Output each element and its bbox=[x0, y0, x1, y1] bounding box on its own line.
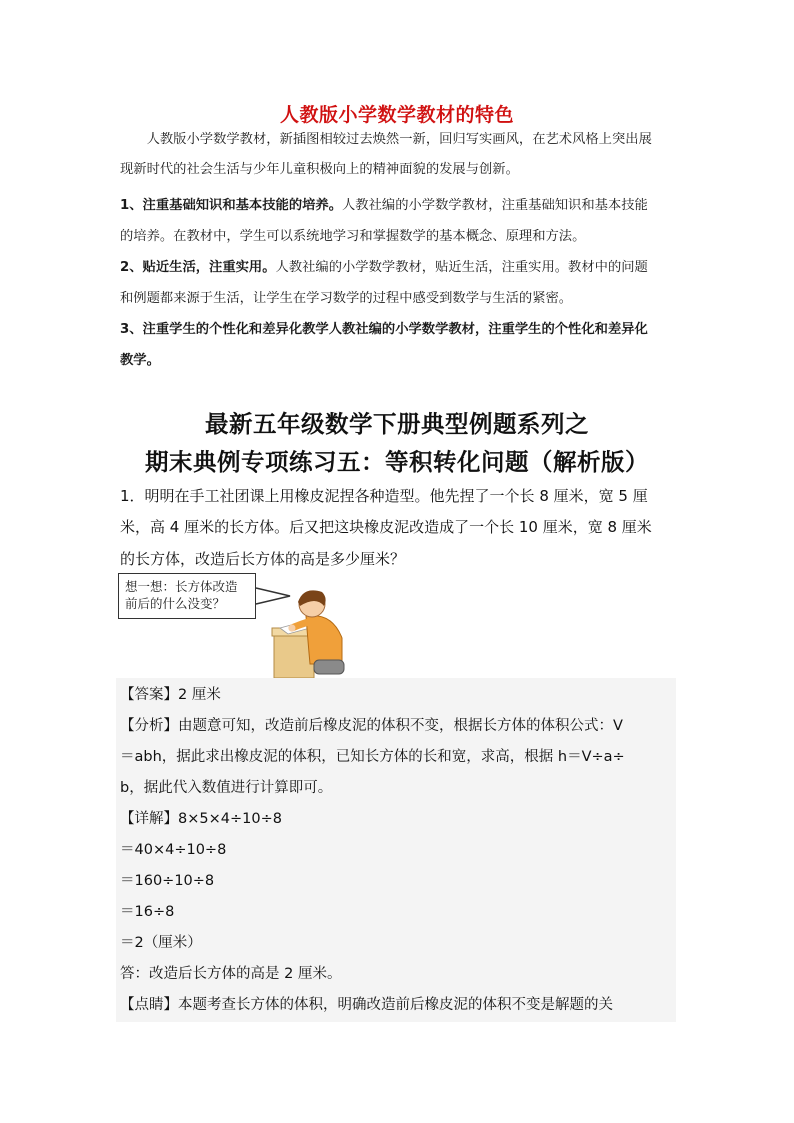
key-point-line: 【点睛】本题考查长方体的体积，明确改造前后橡皮泥的体积不变是解题的关 bbox=[120, 997, 613, 1013]
answer-line: 【答案】2 厘米 bbox=[120, 687, 221, 703]
hint-line-2: 前后的什么没变？ bbox=[125, 596, 226, 611]
analysis-line-3: b，据此代入数值进行计算即可。 bbox=[120, 780, 333, 796]
question-line-3: 的长方体，改造后长方体的高是多少厘米？ bbox=[120, 550, 406, 568]
student-writing-illustration bbox=[250, 582, 350, 678]
hint-line-1: 想一想：长方体改造 bbox=[125, 579, 238, 594]
detail-line-1: 【详解】8×5×4÷10÷8 bbox=[120, 811, 282, 827]
point-1-text: 人教社编的小学数学教材，注重基础知识和基本技能 bbox=[342, 198, 648, 213]
point-1-line-2: 的培养。在教材中，学生可以系统地学习和掌握数学的基本概念、原理和方法。 bbox=[120, 229, 586, 244]
detail-line-2: ＝40×4÷10÷8 bbox=[120, 842, 227, 858]
question-line-1: 1．明明在手工社团课上用橡皮泥捏各种造型。他先捏了一个长 8 厘米，宽 5 厘 bbox=[120, 487, 648, 505]
point-3-line-1: 3、注重学生的个性化和差异化教学人教社编的小学数学教材，注重学生的个性化和差异化 bbox=[120, 322, 648, 337]
point-2-text: 人教社编的小学数学教材，贴近生活，注重实用。教材中的问题 bbox=[275, 260, 648, 275]
exercise-title: 期末典例专项练习五：等积转化问题（解析版） bbox=[145, 448, 649, 476]
detail-line-3: ＝160÷10÷8 bbox=[120, 873, 215, 889]
intro-paragraph-line-2: 现新时代的社会生活与少年儿童积极向上的精神面貌的发展与创新。 bbox=[120, 162, 519, 177]
analysis-line-2: ＝abh，据此求出橡皮泥的体积，已知长方体的长和宽，求高，根据 h＝V÷a÷ bbox=[120, 749, 625, 765]
intro-paragraph-line-1: 人教版小学数学教材，新插图相较过去焕然一新，回归写实画风，在艺术风格上突出展 bbox=[120, 132, 652, 147]
analysis-line-1: 【分析】由题意可知，改造前后橡皮泥的体积不变，根据长方体的体积公式：V bbox=[120, 718, 623, 734]
point-3-line-2: 教学。 bbox=[120, 353, 160, 368]
detail-line-5: ＝2（厘米） bbox=[120, 935, 202, 951]
series-title: 最新五年级数学下册典型例题系列之 bbox=[205, 410, 589, 438]
point-1-line-1 bbox=[120, 196, 680, 216]
hint-speech-bubble bbox=[118, 573, 256, 619]
question-line-2: 米，高 4 厘米的长方体。后又把这块橡皮泥改造成了一个长 10 厘米，宽 8 厘米 bbox=[120, 518, 652, 536]
detail-line-4: ＝16÷8 bbox=[120, 904, 175, 920]
intro-title: 人教版小学数学教材的特色 bbox=[279, 104, 514, 126]
point-2-line-1 bbox=[120, 258, 680, 278]
point-2-line-2: 和例题都来源于生活，让学生在学习数学的过程中感受到数学与生活的紧密。 bbox=[120, 291, 573, 306]
point-1-heading: 1、注重基础知识和基本技能的培养。 bbox=[120, 198, 343, 213]
point-2-heading: 2、贴近生活，注重实用。 bbox=[120, 260, 276, 275]
final-answer-line: 答：改造后长方体的高是 2 厘米。 bbox=[120, 966, 342, 982]
